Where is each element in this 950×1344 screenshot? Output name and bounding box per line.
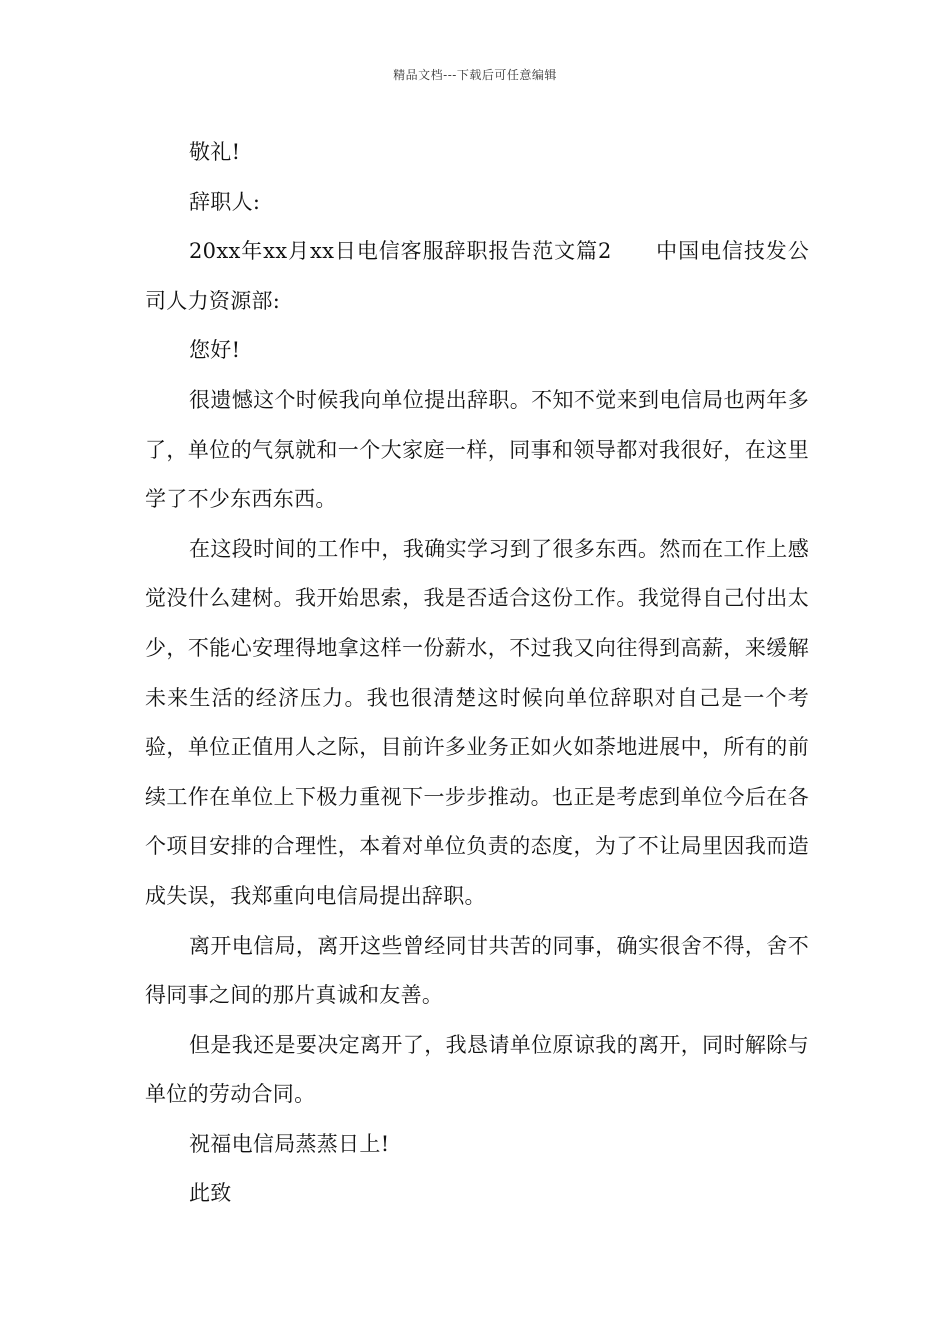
body-paragraph: 但是我还是要决定离开了，我恳请单位原谅我的离开，同时解除与单位的劳动合同。 [145,1032,809,1107]
date-and-title-line: 20xx年xx月xx日电信客服辞职报告范文篇2 中国电信技发公司人力资源部: [145,239,809,313]
page-header: 精品文档---下载后可任意编辑 [393,68,557,82]
body-paragraph: 很遗憾这个时候我向单位提出辞职。不知不觉来到电信局也两年多了，单位的气氛就和一个大家庭一样，同事和领导都对我很好，在这里学了不少东西东西。 [145,387,809,512]
body-paragraph: 离开电信局，离开这些曾经同甘共苦的同事，确实很舍不得，舍不得同事之间的那片真诚和友善。 [145,933,809,1008]
closing-salutation: 敬礼! [189,140,241,164]
signature-line: 辞职人: [189,189,261,214]
greeting: 您好! [189,338,241,363]
wish-line: 祝福电信局蒸蒸日上! [189,1131,390,1156]
closing-phrase: 此致 [189,1181,232,1206]
body-paragraph: 在这段时间的工作中，我确实学习到了很多东西。然而在工作上感觉没什么建树。我开始思索，我是否适合这份工作。我觉得自己付出太少，不能心安理得地拿这样一份薪水，不过我又向往得到高薪，来缓解未来生活的经济压力。我也很清楚这时候向单位辞职对自己是一个考验，单位正值用人之际，目前许多业务正如火如荼地进展中，所有的前续工作在单位上下极力重视下一步步推动。也正是考虑到单位今后在各个项目安排的合理性，本着对单位负责的态度，为了不让局里因我而造成失误，我郑重向电信局提出辞职。 [145,536,809,908]
letter-body [145,128,809,1219]
